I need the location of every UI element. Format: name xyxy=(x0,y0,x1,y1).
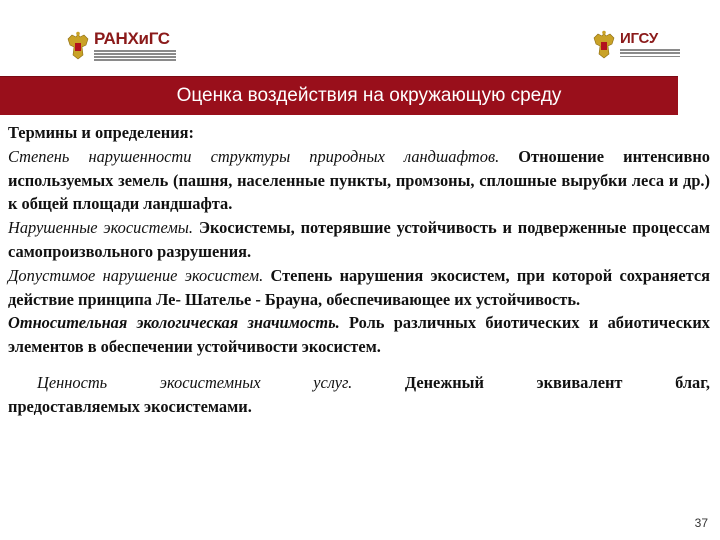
page-number: 37 xyxy=(694,516,708,530)
slide-title: Оценка воздействия на окружающую среду xyxy=(176,85,562,106)
definition-item xyxy=(8,311,710,359)
definition-text-word: благ, xyxy=(675,372,710,392)
definition-text: предоставляемых экосистемами. xyxy=(8,396,252,416)
definition-text-word: Денежный xyxy=(404,372,484,392)
slide-body xyxy=(8,121,710,419)
definition-lead-line xyxy=(8,371,710,395)
definition-term: Относительная экологическая значимость. xyxy=(8,313,340,333)
igsu-logo xyxy=(592,30,680,60)
definition-term: Степень нарушенности структуры природных ландшафтов. xyxy=(8,146,500,166)
eagle-emblem-icon xyxy=(66,31,90,61)
definition-text: Отношение интенсивно используемых земель (пашня, населенные пункты, промзоны, сплошные вырубки леса и др.) к общей площади ландшафта. xyxy=(8,146,710,214)
section-heading: Термины и определения: xyxy=(8,123,195,142)
title-banner xyxy=(0,76,678,115)
definition-text: Роль различных биотических и абиотических элементов в обеспечении устойчивости экосистем. xyxy=(8,313,710,357)
definition-term-word: услуг. xyxy=(313,372,353,392)
definition-item xyxy=(8,264,710,312)
ranepa-logo-text: РАНХиГС xyxy=(94,29,170,48)
logo-fine-print xyxy=(94,50,176,62)
definition-text: Экосистемы, потерявшие устойчивость и подверженные процессам самопроизвольного разрушения. xyxy=(8,218,710,261)
ranepa-logo xyxy=(66,30,176,62)
definition-text: Степень нарушения экосистем, при которой сохраняется действие принципа Ле- Шателье - Брауна, обеспечивающее их устойчивость. xyxy=(8,265,710,309)
definition-text-word: эквивалент xyxy=(536,372,623,392)
definition-term: Допустимое нарушение экосистем. xyxy=(8,265,264,285)
eagle-emblem-icon xyxy=(592,30,616,60)
definition-term-word: экосистемных xyxy=(159,372,261,392)
logo-fine-print xyxy=(620,49,680,58)
definition-term: Нарушенные экосистемы. xyxy=(8,218,193,238)
definition-item xyxy=(8,216,710,264)
definition-item xyxy=(8,145,710,216)
definition-term-word: Ценность xyxy=(37,372,108,392)
igsu-logo-text: ИГСУ xyxy=(620,30,658,48)
definition-item xyxy=(8,371,710,419)
